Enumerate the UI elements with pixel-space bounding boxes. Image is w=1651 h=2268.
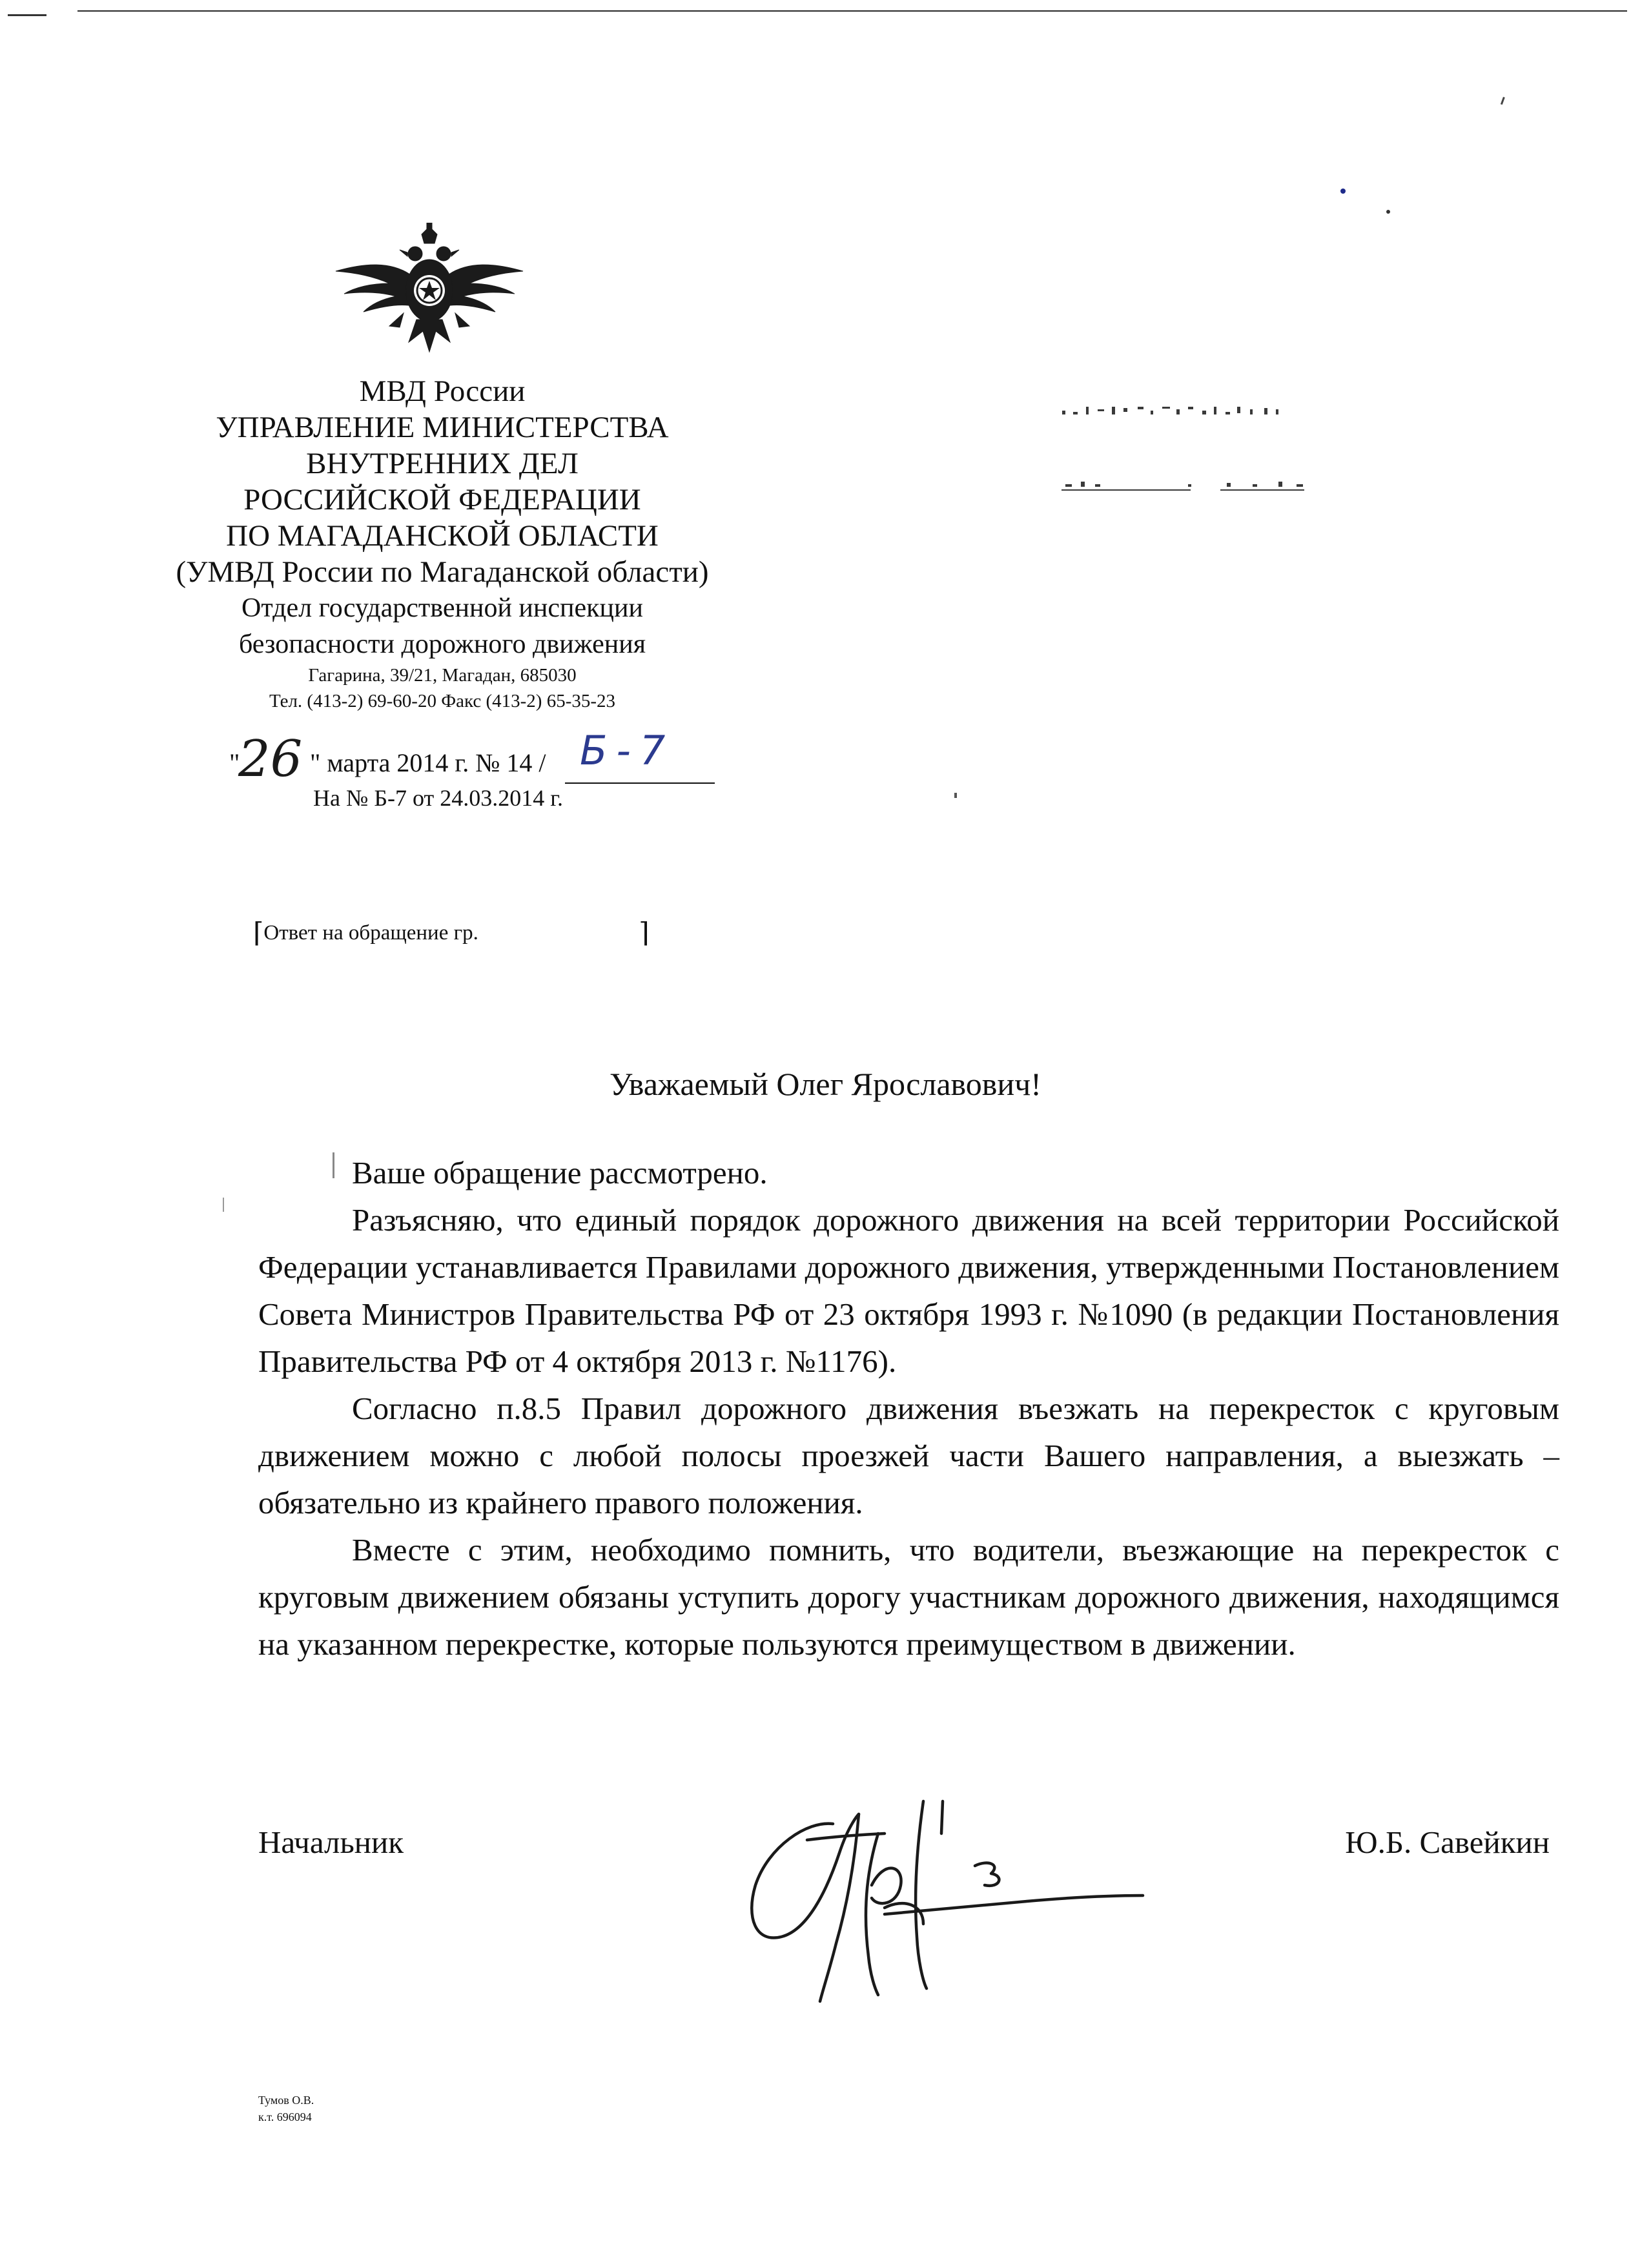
handwritten-day-text: 26 bbox=[238, 730, 303, 788]
scan-edge-tick bbox=[8, 14, 46, 16]
subject-bracket-close: ⌉ bbox=[639, 919, 650, 948]
signatory-title: Начальник bbox=[258, 1824, 404, 1860]
handwritten-day bbox=[234, 730, 312, 788]
subject-bracket-open: ⌈ bbox=[253, 919, 264, 948]
paragraph: Согласно п.8.5 Правил дорожного движения въезжать на перекресток с круговым движением можно с любой полосы проезжей части Вашего направления, а выезжать – обязательно из крайнего правого положения. bbox=[258, 1391, 1559, 1520]
executor-name: Тумов О.В. bbox=[258, 2094, 314, 2107]
letterhead-ministry: МВД России bbox=[359, 374, 526, 408]
subject-line bbox=[253, 917, 650, 949]
outgoing-date-row bbox=[229, 727, 746, 788]
paragraph: Ваше обращение рассмотрено. bbox=[352, 1155, 768, 1190]
subject-text: Ответ на обращение гр. bbox=[263, 921, 478, 945]
salutation: Уважаемый Олег Ярославович! bbox=[610, 1066, 1041, 1102]
letter-body bbox=[258, 1149, 1559, 1668]
handwritten-reg-number bbox=[573, 724, 696, 776]
reg-number-underline bbox=[565, 782, 715, 784]
handwritten-signature bbox=[730, 1795, 1156, 2008]
executor-info bbox=[258, 2092, 314, 2125]
letterhead-phones: Тел. (413-2) 69-60-20 Факс (413-2) 65-35-23 bbox=[269, 691, 616, 711]
letterhead-short-name: (УМВД России по Магаданской области) bbox=[176, 555, 709, 589]
letterhead-internal-affairs: ВНУТРЕННИХ ДЕЛ bbox=[306, 447, 579, 480]
date-quote-open: " bbox=[229, 748, 240, 777]
letterhead-department-line1: Отдел государственной инспекции bbox=[241, 593, 643, 623]
date-month-year-number: " марта 2014 г. № 14 / bbox=[310, 748, 546, 777]
mvd-emblem-icon bbox=[333, 223, 526, 371]
letterhead-address: Гагарина, 39/21, Магадан, 685030 bbox=[308, 665, 577, 686]
letterhead-region: ПО МАГАДАНСКОЙ ОБЛАСТИ bbox=[226, 519, 659, 553]
incoming-reference: На № Б-7 от 24.03.2014 г. bbox=[313, 785, 563, 811]
signatory-name: Ю.Б. Савейкин bbox=[1345, 1824, 1550, 1860]
executor-phone: к.т. 696094 bbox=[258, 2110, 312, 2123]
letterhead bbox=[155, 373, 730, 714]
paragraph: Разъясняю, что единый порядок дорожного движения на всей территории Российской Федерации устанавливается Правилами дорожного движения, утвержденными Постановлением Совета Министров Правительства РФ от 23 октября 1993 г. №1090 (в редакции Постановления Правительства РФ от 4 октября 2013 г. №1176). bbox=[258, 1202, 1559, 1379]
letterhead-directorate: УПРАВЛЕНИЕ МИНИСТЕРСТВА bbox=[216, 411, 669, 444]
redacted-recipient-block bbox=[1059, 387, 1369, 523]
letterhead-russian-federation: РОССИЙСКОЙ ФЕДЕРАЦИИ bbox=[243, 483, 641, 516]
subject-redacted-name bbox=[484, 926, 639, 939]
letterhead-department-line2: безопасности дорожного движения bbox=[238, 629, 646, 659]
paragraph: Вместе с этим, необходимо помнить, что водители, въезжающие на перекресток с круговым движением обязаны уступить дорогу участникам дорожного движения, находящимся на указанном перекрестке, которые пользуются преимуществом в движении. bbox=[258, 1532, 1559, 1662]
scan-edge-line bbox=[77, 10, 1627, 12]
handwritten-reg-number-text: Б-7 bbox=[580, 727, 675, 774]
